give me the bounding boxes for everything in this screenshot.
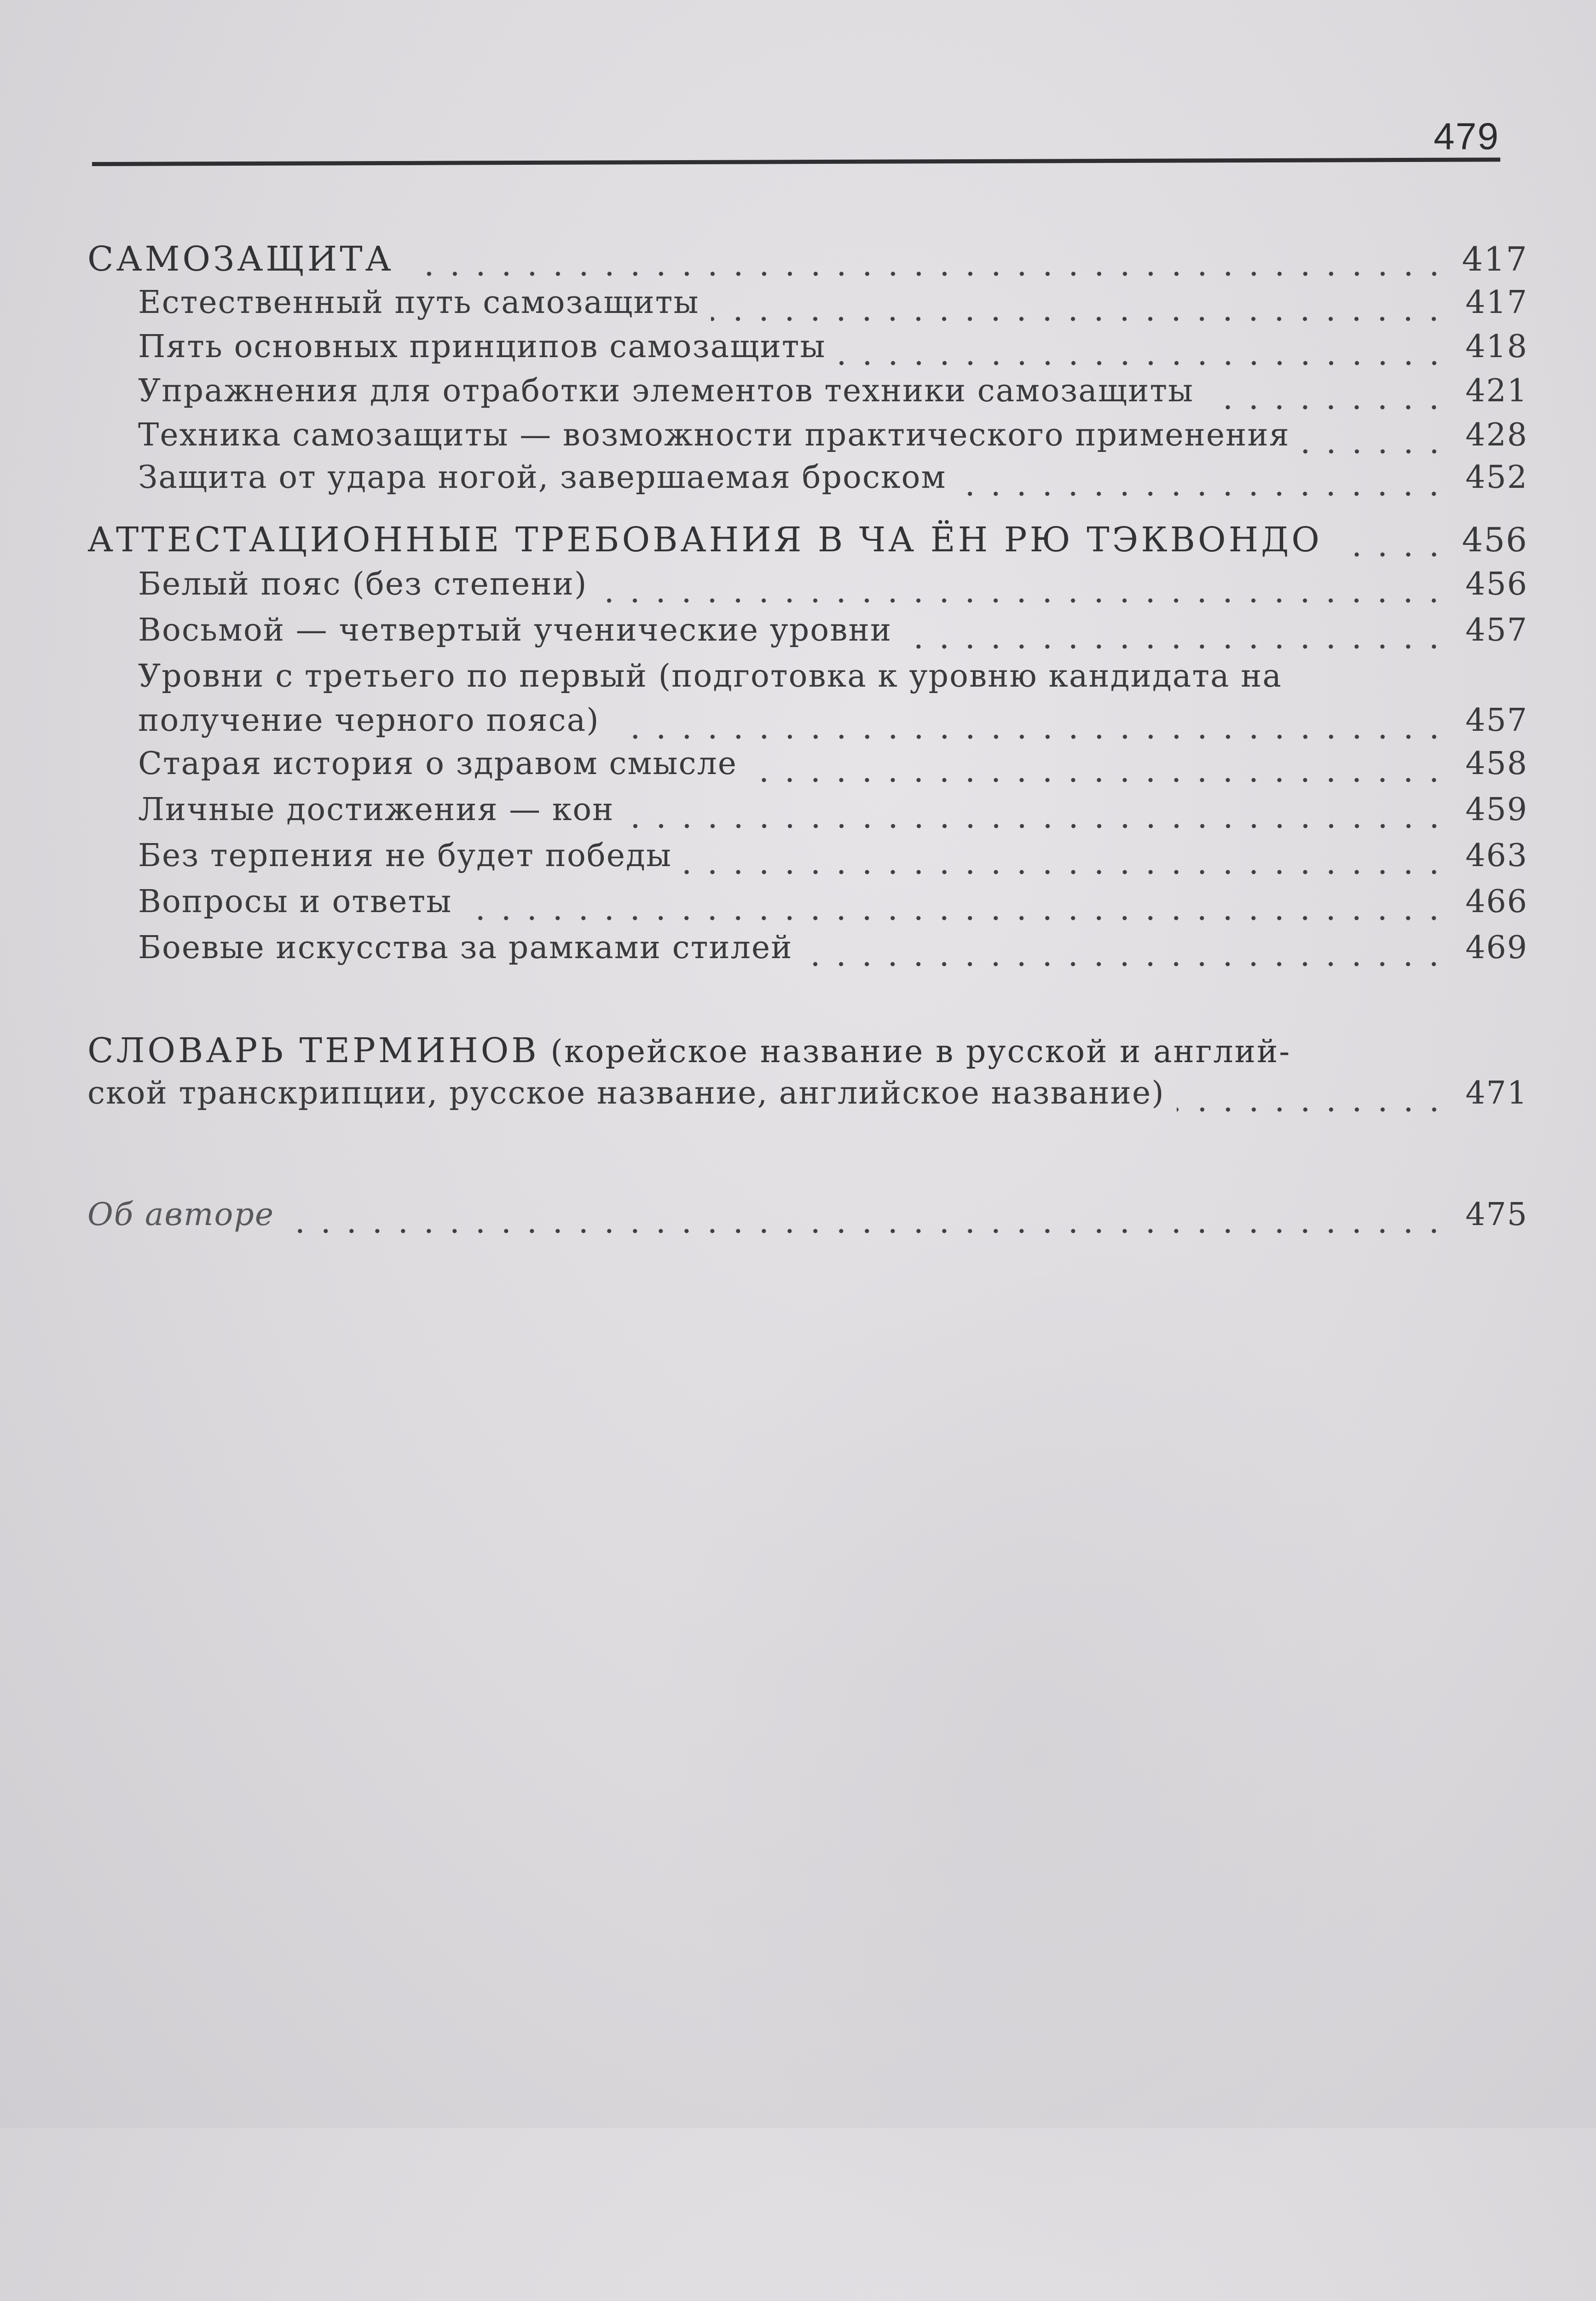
toc-entry-page: 466	[1465, 884, 1528, 920]
dot-leader	[684, 869, 1447, 875]
toc-entry-page: 471	[1465, 1075, 1528, 1111]
toc-entry-title: Личные достижения — кон	[138, 792, 614, 828]
dot-leader	[1206, 404, 1447, 410]
toc-entry-title-line2: получение черного пояса)	[138, 702, 600, 739]
toc-entry	[87, 930, 1528, 976]
toc-entry-section	[87, 239, 1528, 285]
toc-entry	[87, 792, 1528, 838]
dot-leader	[904, 643, 1447, 650]
toc-entry-title: Упражнения для отработки элементов техники самозащиты	[138, 373, 1194, 409]
toc-entry-page: 457	[1465, 612, 1528, 648]
toc-entry-page: 463	[1465, 838, 1528, 874]
toc-entry-title: Восьмой — четвертый ученические уровни	[138, 612, 892, 648]
toc-entry	[87, 373, 1528, 419]
toc-entry-title: Естественный путь самозащиты	[138, 284, 700, 321]
dot-leader	[1302, 448, 1447, 455]
toc-entry	[87, 284, 1528, 330]
dot-leader	[711, 316, 1447, 322]
dot-leader	[599, 597, 1447, 604]
toc-entry	[87, 884, 1528, 930]
toc-entry	[87, 612, 1528, 658]
toc-entry-page: 452	[1465, 459, 1528, 496]
dot-leader	[612, 734, 1447, 740]
toc-entry	[87, 566, 1528, 612]
toc-entry-title-line1	[87, 1031, 1528, 1077]
toc-entry-title: Об авторе	[87, 1197, 275, 1233]
toc-entry	[87, 838, 1528, 884]
dot-leader	[626, 823, 1447, 829]
toc-entry-page: 475	[1465, 1197, 1528, 1233]
toc-entry	[87, 746, 1528, 792]
toc-entry-page: 418	[1465, 329, 1528, 365]
toc-entry-title: Защита от удара ногой, завершаемая броском	[138, 459, 947, 496]
toc-entry-multiline	[87, 658, 1528, 750]
toc-entry-title-rest: (корейское название в русской и англий-	[539, 1034, 1291, 1070]
toc-entry-title: Боевые искусства за рамками стилей	[138, 930, 793, 966]
dot-leader	[1177, 1106, 1447, 1113]
toc-entry-title: Белый пояс (без степени)	[138, 566, 588, 602]
toc-entry	[87, 702, 1528, 748]
toc-entry-title-line2: ской транскрипции, русское название, английское название)	[87, 1075, 1165, 1111]
header-rule	[92, 157, 1500, 166]
toc-entry-title-line1: Уровни с третьего по первый (подготовка к уровню кандидата на	[138, 658, 1282, 694]
toc-entry-page: 428	[1465, 417, 1528, 453]
dot-leader	[1334, 551, 1447, 558]
dot-leader	[406, 271, 1447, 277]
toc-entry-title: САМОЗАЩИТА	[87, 239, 394, 279]
toc-entry	[87, 1075, 1528, 1121]
toc-entry-title: Без терпения не будет победы	[138, 838, 672, 874]
toc-entry-page: 458	[1465, 746, 1528, 782]
toc-entry	[87, 459, 1528, 505]
toc-entry	[87, 417, 1528, 463]
toc-entry-title: Техника самозащиты — возможности практического применения	[138, 417, 1290, 453]
toc-entry-title: Старая история о здравом смысле	[138, 746, 738, 782]
toc-entry	[87, 329, 1528, 375]
dot-leader	[958, 491, 1447, 497]
dot-leader	[464, 915, 1447, 921]
toc-entry-page: 421	[1465, 373, 1528, 409]
toc-entry-page: 457	[1465, 702, 1528, 739]
page-number: 479	[1434, 116, 1499, 157]
toc-entry-title: Пять основных принципов самозащиты	[138, 329, 826, 365]
toc-entry-title-caps: СЛОВАРЬ ТЕРМИНОВ	[87, 1031, 539, 1070]
toc-entry-title: АТТЕСТАЦИОННЫЕ ТРЕБОВАНИЯ В ЧА ЁН РЮ ТЭКВОНДО	[87, 520, 1322, 560]
dot-leader	[838, 360, 1447, 366]
toc-entry-page: 469	[1465, 930, 1528, 966]
toc-entry-page: 456	[1462, 520, 1528, 559]
toc-entry-page: 456	[1465, 566, 1528, 602]
show-through-shadow	[644, 1197, 1427, 2301]
toc-entry-page: 417	[1462, 240, 1528, 278]
toc-entry-page: 459	[1465, 792, 1528, 828]
dot-leader	[286, 1228, 1447, 1234]
toc-entry-about-author	[87, 1197, 1528, 1243]
dot-leader	[749, 777, 1447, 783]
toc-entry-multiline	[87, 1031, 1528, 1123]
dot-leader	[804, 961, 1447, 967]
toc-entry-title: Вопросы и ответы	[138, 884, 452, 920]
toc-entry-section	[87, 520, 1528, 566]
toc-entry-page: 417	[1465, 284, 1528, 321]
